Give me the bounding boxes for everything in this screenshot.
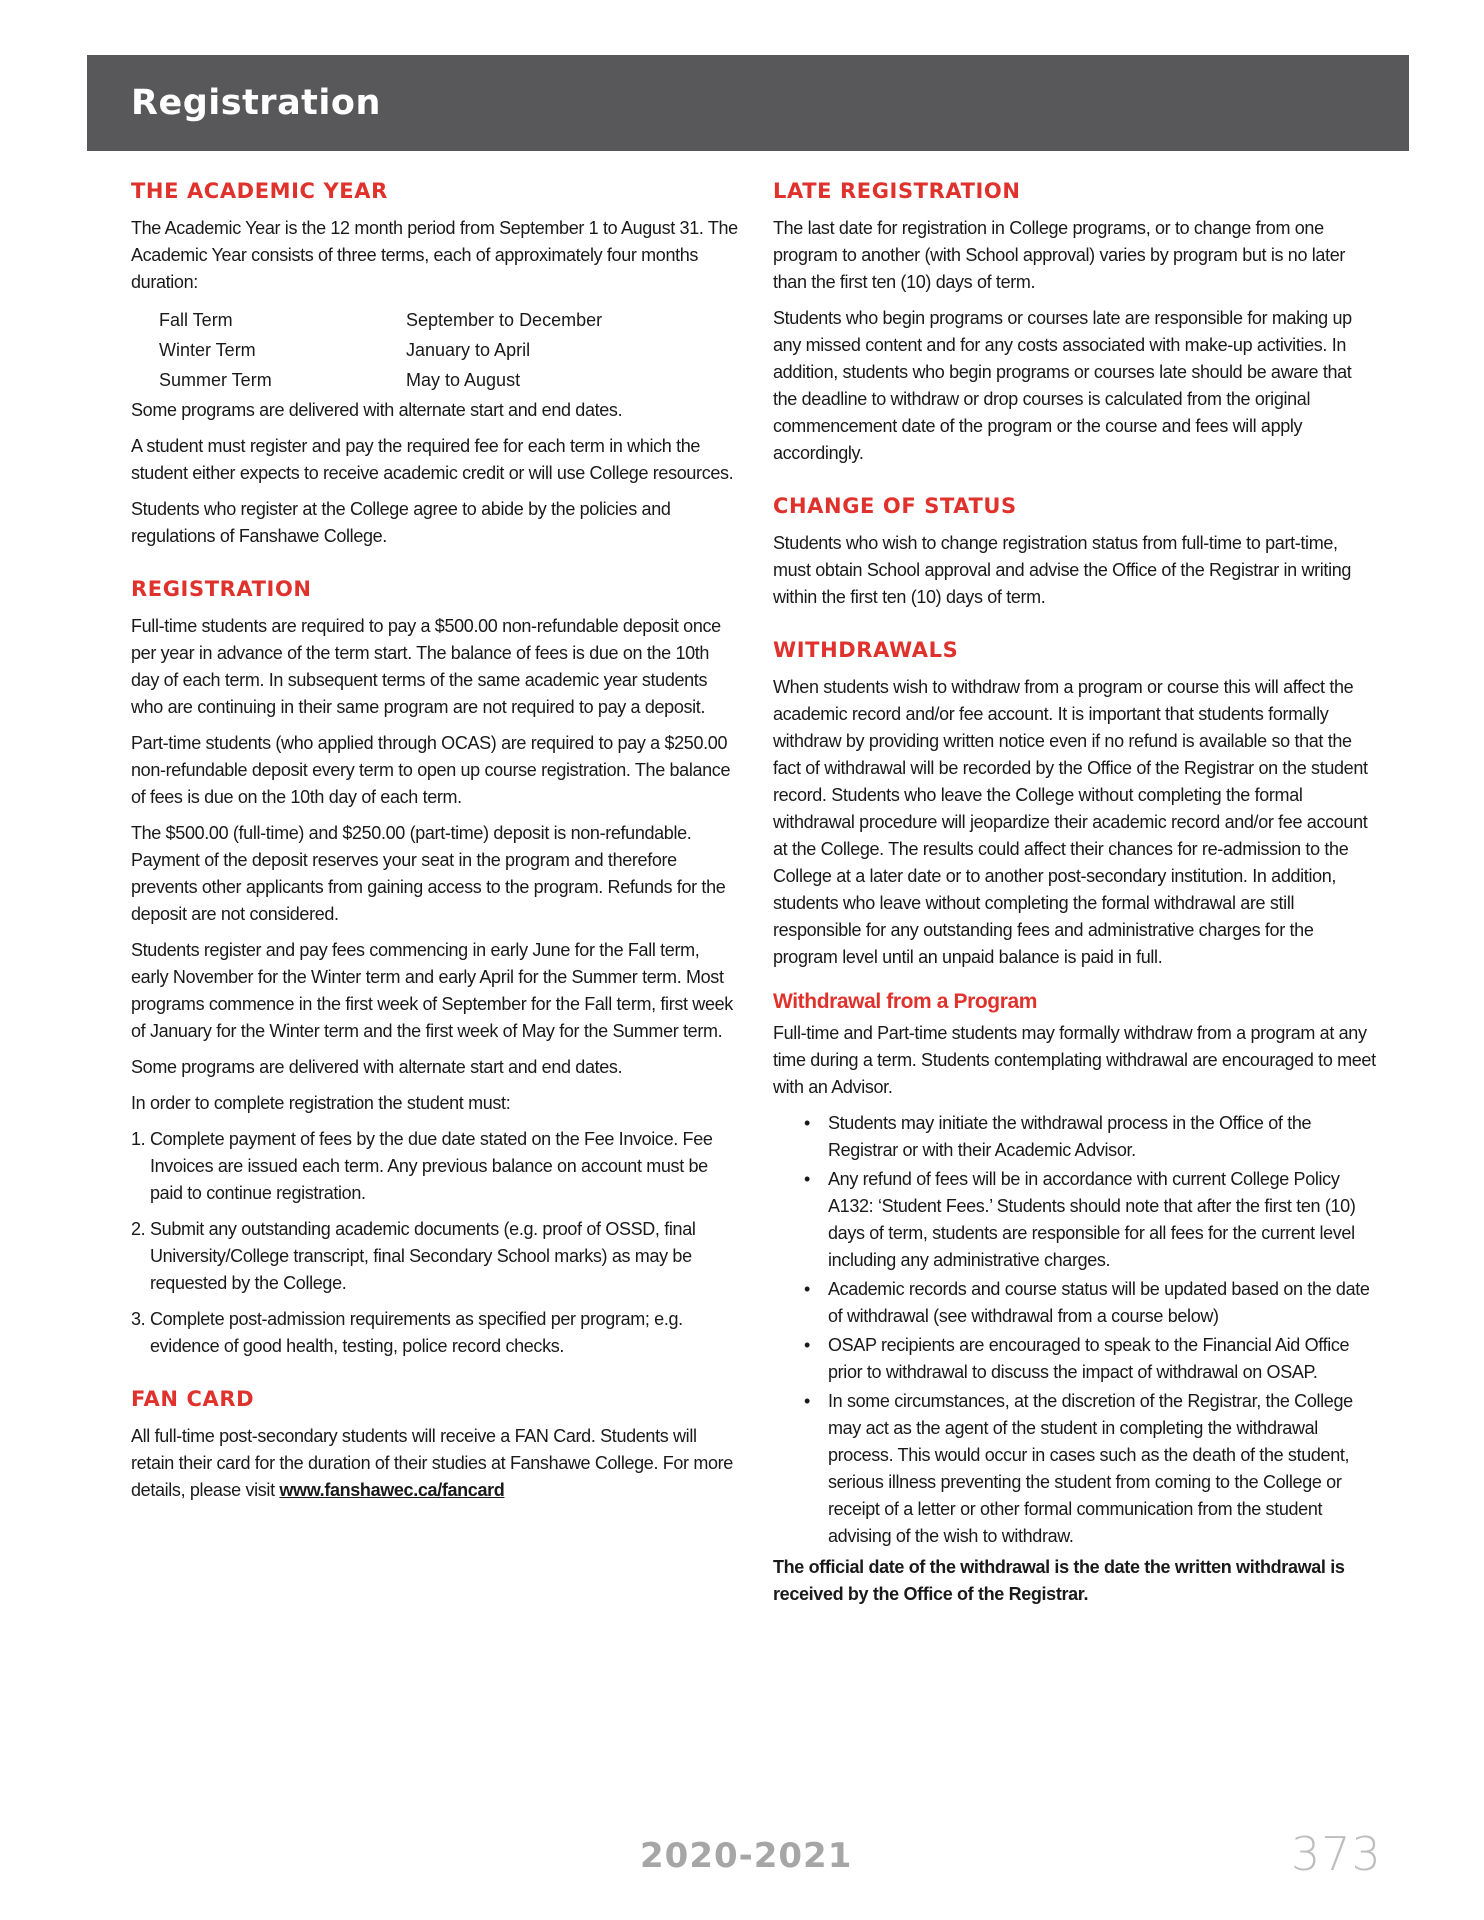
academic-year-heading: THE ACADEMIC YEAR xyxy=(131,179,388,203)
list-item xyxy=(773,1332,1377,1386)
change-of-status-text: Students who wish to change registration status from full-time to part-time, must obtain School approval and advise the Office of the Registrar in writing within the first ten (10) days of term. xyxy=(773,533,1352,607)
late-registration-heading: LATE REGISTRATION xyxy=(773,179,1021,203)
registration-alt-dates: Some programs are delivered with alternate start and end dates. xyxy=(131,1057,623,1077)
term-range: January to April xyxy=(406,340,531,360)
right-column xyxy=(773,174,1377,1617)
academic-year-alt-dates: Some programs are delivered with alternate start and end dates. xyxy=(131,400,623,420)
registration-heading: REGISTRATION xyxy=(131,577,312,601)
registration-schedule: Students register and pay fees commencing in early June for the Fall term, early November for the Winter term and early April for the Summer term. Most programs commence in the first week of September for the Fall term, first week of January for the Winter term and the first week of May for the Summer term. xyxy=(131,940,733,1041)
change-of-status-heading: CHANGE OF STATUS xyxy=(773,494,1017,518)
withdrawal-from-program-text: Full-time and Part-time students may formally withdraw from a program at any time during a term. Students contemplating withdrawal are encouraged to meet with an Advisor. xyxy=(773,1023,1376,1097)
bullet-icon: • xyxy=(804,1279,810,1299)
term-name: Winter Term xyxy=(159,340,256,360)
academic-year-intro: The Academic Year is the 12 month period from September 1 to August 31. The Academic Year consists of three terms, each of approximately four months duration: xyxy=(131,218,738,292)
fan-card-section xyxy=(131,1382,739,1504)
withdrawal-bullets xyxy=(773,1110,1377,1550)
term-name: Fall Term xyxy=(159,310,233,330)
list-item xyxy=(773,1276,1377,1330)
step-text: Complete post-admission requirements as specified per program; e.g. evidence of good health, testing, police record checks. xyxy=(150,1309,683,1356)
left-column xyxy=(131,174,739,1513)
late-registration-responsibility: Students who begin programs or courses late are responsible for making up any missed content and for any costs associated with make-up activities. In addition, students who begin programs or courses late should be aware that the deadline to withdraw or drop courses is calculated from the original commencement date of the program or the course and fees will apply accordingly. xyxy=(773,308,1352,463)
withdrawal-from-program-heading: Withdrawal from a Program xyxy=(773,990,1038,1013)
registration-parttime-deposit: Part-time students (who applied through OCAS) are required to pay a $250.00 non-refundable deposit every term to open up course registration. The balance of fees is due on the 10th day of each term. xyxy=(131,733,731,807)
term-row xyxy=(159,305,739,335)
late-registration-section xyxy=(773,174,1377,467)
academic-year-policies: Students who register at the College agree to abide by the policies and regulations of Fanshawe College. xyxy=(131,499,671,546)
list-item xyxy=(131,1216,739,1297)
bullet-text: Academic records and course status will be updated based on the date of withdrawal (see withdrawal from a course below) xyxy=(828,1279,1370,1326)
list-item xyxy=(773,1166,1377,1274)
terms-table xyxy=(159,305,739,395)
list-item xyxy=(773,1110,1377,1164)
academic-year-fee-rule: A student must register and pay the required fee for each term in which the student either expects to receive academic credit or will use College resources. xyxy=(131,436,734,483)
withdrawals-text: When students wish to withdraw from a program or course this will affect the academic record and/or fee account. It is important that students formally withdraw by providing written notice even if no refund is available so that the fact of withdrawal will be recorded by the Office of the Registrar on the student record. Students who leave the College without completing the formal withdrawal procedure will jeopardize their academic record and/or fee account at the College. The results could affect their chances for re-admission to the College at a later date or to another post-secondary institution. In addition, students who leave without completing the formal withdrawal are still responsible for any outstanding fees and administrative charges for the program level until an unpaid balance is paid in full. xyxy=(773,677,1368,967)
fan-card-heading: FAN CARD xyxy=(131,1387,255,1411)
step-number: 2. xyxy=(131,1219,146,1239)
term-row xyxy=(159,335,739,365)
step-text: Complete payment of fees by the due date stated on the Fee Invoice. Fee Invoices are issued each term. Any previous balance on account must be paid to continue registration. xyxy=(150,1129,713,1203)
fan-card-text xyxy=(131,1423,739,1504)
term-name: Summer Term xyxy=(159,370,272,390)
bullet-text: Any refund of fees will be in accordance with current College Policy A132: ‘Student Fees.’ Students should note that after the first ten (10) days of term, students are responsible for all fees for the current level including any administrative charges. xyxy=(828,1169,1356,1270)
fan-card-body: All full-time post-secondary students will receive a FAN Card. Students will retain their card for the duration of their studies at Fanshawe College. For more details, please visit xyxy=(131,1426,733,1500)
step-text: Submit any outstanding academic documents (e.g. proof of OSSD, final University/College transcript, final Secondary School marks) as may be requested by the College. xyxy=(150,1219,696,1293)
bullet-icon: • xyxy=(804,1169,810,1189)
list-item xyxy=(131,1126,739,1207)
bullet-icon: • xyxy=(804,1391,810,1411)
list-item xyxy=(773,1388,1377,1550)
step-number: 3. xyxy=(131,1309,146,1329)
term-range: May to August xyxy=(406,370,521,390)
change-of-status-section xyxy=(773,489,1377,611)
withdrawals-heading: WITHDRAWALS xyxy=(773,638,959,662)
bullet-icon: • xyxy=(804,1113,810,1133)
page-number: 373 xyxy=(1291,1827,1382,1881)
list-item xyxy=(131,1306,739,1360)
footer-year: 2020-2021 xyxy=(640,1836,853,1876)
bullet-icon: • xyxy=(804,1335,810,1355)
page-title: Registration xyxy=(131,83,381,123)
registration-deposit-nonrefundable: The $500.00 (full-time) and $250.00 (part-time) deposit is non-refundable. Payment of the deposit reserves your seat in the program and therefore prevents other applicants from gaining access to the program. Refunds for the deposit are not considered. xyxy=(131,823,726,924)
withdrawals-section xyxy=(773,633,1377,1608)
registration-steps xyxy=(131,1126,739,1360)
step-number: 1. xyxy=(131,1129,146,1149)
fancard-link[interactable]: www.fanshawec.ca/fancard xyxy=(279,1480,505,1500)
bullet-text: Students may initiate the withdrawal process in the Office of the Registrar or with their Academic Advisor. xyxy=(828,1113,1312,1160)
bullet-text: In some circumstances, at the discretion of the Registrar, the College may act as the agent of the student in completing the withdrawal process. This would occur in cases such as the death of the student, serious illness preventing the student from coming to the College or receipt of a letter or other formal communication from the student advising of the wish to withdraw. xyxy=(828,1391,1353,1546)
bullet-text: OSAP recipients are encouraged to speak to the Financial Aid Office prior to withdrawal to discuss the impact of withdrawal on OSAP. xyxy=(828,1335,1350,1382)
academic-year-section xyxy=(131,174,739,550)
registration-requirements-intro: In order to complete registration the student must: xyxy=(131,1093,511,1113)
registration-fulltime-deposit: Full-time students are required to pay a $500.00 non-refundable deposit once per year in advance of the term start. The balance of fees is due on the 10th day of each term. In subsequent terms of the same academic year students who are continuing in their same program are not required to pay a deposit. xyxy=(131,616,721,717)
registration-section xyxy=(131,572,739,1360)
withdrawal-official-date-note: The official date of the withdrawal is the date the written withdrawal is received by the Office of the Registrar. xyxy=(773,1557,1345,1604)
header-banner xyxy=(87,55,1409,151)
term-row xyxy=(159,365,739,395)
term-range: September to December xyxy=(406,310,603,330)
late-registration-deadline: The last date for registration in College programs, or to change from one program to another (with School approval) varies by program but is no later than the first ten (10) days of term. xyxy=(773,218,1346,292)
